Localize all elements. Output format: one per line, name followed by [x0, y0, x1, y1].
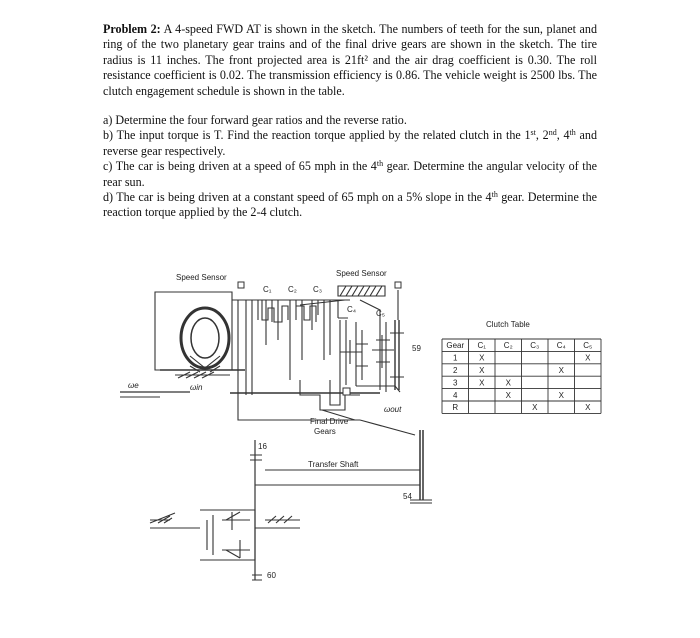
clutch-label-c1: C₁ — [263, 285, 272, 294]
teeth-16-label: 16 — [258, 442, 267, 451]
teeth-60-label: 60 — [267, 571, 276, 580]
table-header-cell: C₁ — [477, 341, 486, 351]
table-header-cell: Gear — [446, 341, 465, 351]
table-cell: X — [505, 390, 511, 400]
omega-out-label: ωout — [384, 405, 402, 414]
question-c: c) The car is being driven at a speed of 65 mph in the 4th gear. Determine the angular velocity of the rear sun. — [103, 159, 597, 189]
table-header-cell: C₂ — [503, 341, 513, 351]
clutch-label-c2: C₂ — [288, 285, 297, 294]
question-a: a) Determine the four forward gear ratios and the reverse ratio. — [103, 113, 407, 128]
table-cell: X — [558, 366, 564, 375]
problem-heading: Problem 2: — [103, 22, 161, 36]
clutch-label-c5: C₅ — [376, 309, 385, 318]
teeth-59-label: 59 — [412, 344, 421, 353]
table-cell: X — [479, 353, 485, 363]
question-d: d) The car is being driven at a constant speed of 65 mph on a 5% slope in the 4th gear. Determine the reaction torque applied by the 2-4 clutch. — [103, 190, 597, 220]
clutch-label-c4: C₄ — [347, 305, 357, 314]
table-cell: R — [452, 403, 459, 413]
speed-sensor-left-label: Speed Sensor — [176, 273, 227, 282]
teeth-54-label: 54 — [403, 492, 412, 501]
table-cell: X — [585, 403, 591, 413]
final-drive-label: Final Drive — [310, 417, 349, 426]
clutch-table — [442, 339, 601, 413]
transfer-shaft-label: Transfer Shaft — [308, 460, 359, 469]
clutch-label-c3: C₃ — [313, 285, 323, 294]
table-cell: X — [505, 378, 511, 388]
table-cell: X — [585, 353, 591, 363]
table-cell: X — [558, 390, 564, 400]
table-header-cell: C₃ — [530, 341, 540, 351]
final-drive-label-2: Gears — [314, 427, 336, 436]
table-header-cell: C₅ — [583, 341, 593, 351]
table-cell: 4 — [453, 390, 458, 400]
problem-intro-text: A 4-speed FWD AT is shown in the sketch. The numbers of teeth for the sun, planet and ring of the two planetary gear trains and of the final drive gears are shown in the sketch. The tire radius is 11 inches. The front projected area is 21ft² and the air drag coefficient is 0.30. The roll resistance coefficient is 0.02. The transmission efficiency is 0.86. The vehicle weight is 2500 lbs. The clutch engagement schedule is shown in the table. — [103, 22, 597, 98]
table-cell: X — [479, 366, 485, 375]
omega-e-label: ωe — [128, 381, 139, 390]
table-cell: 2 — [453, 366, 458, 375]
table-header-cell: C₄ — [556, 341, 566, 351]
table-cell: X — [479, 378, 485, 388]
omega-in-label: ωin — [190, 383, 203, 392]
speed-sensor-right-label: Speed Sensor — [336, 269, 387, 278]
table-cell: 1 — [453, 353, 458, 363]
table-cell: X — [532, 403, 538, 413]
question-b: b) The input torque is T. Find the reaction torque applied by the related clutch in the 1st, 2nd, 4th and reverse gear respectively. — [103, 128, 597, 158]
table-cell: 3 — [453, 378, 458, 388]
clutch-table-title: Clutch Table — [486, 320, 530, 329]
